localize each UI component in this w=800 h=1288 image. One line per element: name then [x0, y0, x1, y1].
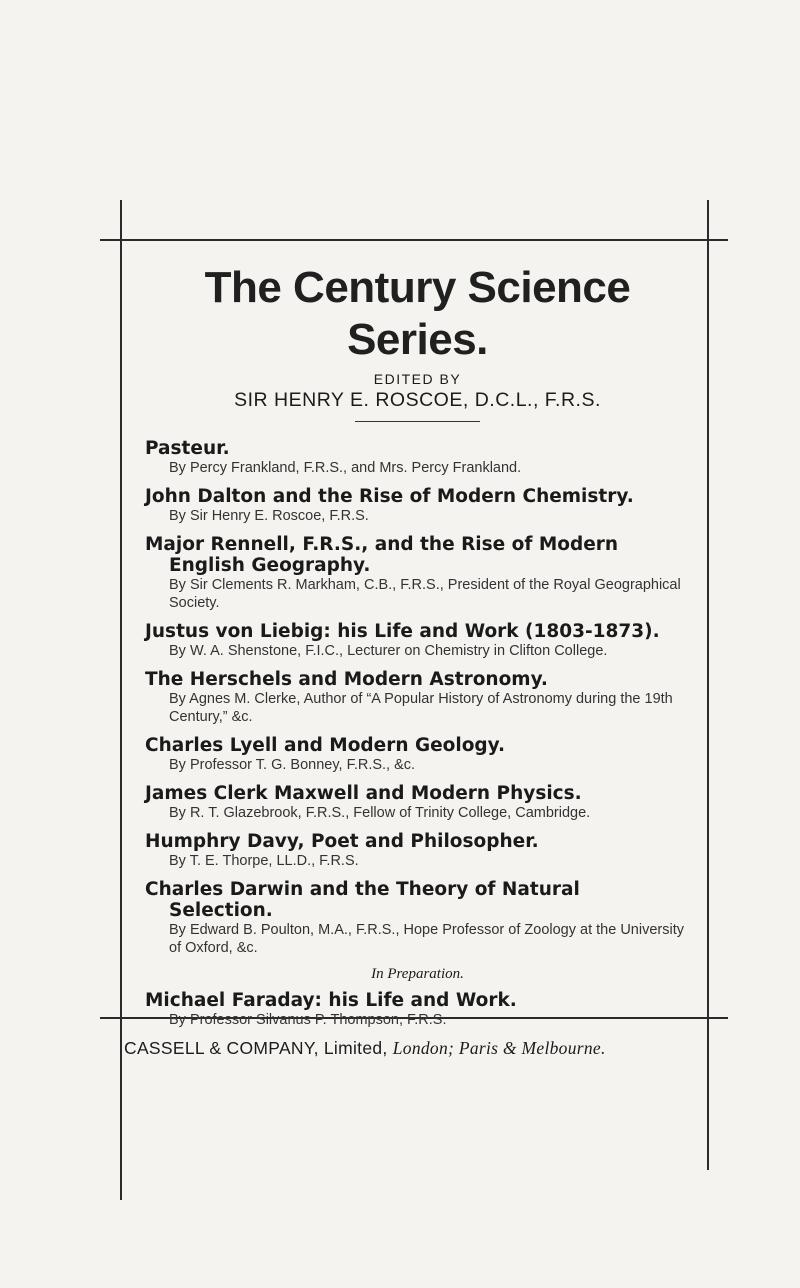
book-author: By Professor Silvanus P. Thompson, F.R.S.	[169, 1012, 447, 1028]
book-list	[145, 438, 690, 957]
divider	[355, 421, 480, 422]
book-author: By Agnes M. Clerke, Author of “A Popular History of Astronomy during the 19th Century,” &c.	[169, 691, 673, 725]
book-title: The Herschels and Modern Astronomy.	[145, 669, 548, 690]
book-author: By T. E. Thorpe, LL.D., F.R.S.	[169, 853, 359, 869]
book-entry	[145, 735, 690, 774]
book-entry	[145, 486, 690, 525]
frame-top-rule	[100, 239, 728, 241]
book-author: By Sir Clements R. Markham, C.B., F.R.S., President of the Royal Geographical Society.	[169, 577, 681, 611]
book-entry	[145, 879, 690, 957]
book-title: Humphry Davy, Poet and Philosopher.	[145, 831, 539, 852]
book-author: By Professor T. G. Bonney, F.R.S., &c.	[169, 757, 416, 773]
publisher-locations: London; Paris & Melbourne.	[392, 1038, 606, 1058]
book-title: James Clerk Maxwell and Modern Physics.	[145, 783, 582, 804]
book-title: Pasteur.	[145, 438, 230, 459]
series-page	[124, 262, 690, 1059]
book-author: By W. A. Shenstone, F.I.C., Lecturer on Chemistry in Clifton College.	[169, 643, 608, 659]
book-title: John Dalton and the Rise of Modern Chemistry.	[145, 486, 634, 507]
book-entry	[145, 438, 690, 477]
book-author: By Percy Frankland, F.R.S., and Mrs. Percy Frankland.	[169, 460, 522, 476]
book-author: By Edward B. Poulton, M.A., F.R.S., Hope Professor of Zoology at the University of Oxford, &c.	[169, 922, 684, 956]
book-title: Charles Darwin and the Theory of Natural Selection.	[145, 879, 580, 921]
series-editor: SIR HENRY E. ROSCOE, D.C.L., F.R.S.	[234, 389, 601, 411]
book-entry	[145, 831, 690, 870]
publisher-imprint	[124, 1038, 690, 1059]
edited-by-label: EDITED BY	[373, 371, 462, 387]
book-author: By Sir Henry E. Roscoe, F.R.S.	[169, 508, 369, 524]
book-title: Justus von Liebig: his Life and Work (1803-1873).	[145, 621, 660, 642]
book-entry	[145, 621, 690, 660]
book-author: By R. T. Glazebrook, F.R.S., Fellow of Trinity College, Cambridge.	[169, 805, 591, 821]
book-entry	[145, 534, 690, 612]
book-title: Michael Faraday: his Life and Work.	[145, 990, 517, 1011]
book-title: Charles Lyell and Modern Geology.	[145, 735, 506, 756]
frame-left-rule	[120, 200, 122, 1200]
publisher-name: CASSELL & COMPANY, Limited,	[124, 1038, 388, 1058]
book-title: Major Rennell, F.R.S., and the Rise of Modern English Geography.	[145, 534, 619, 576]
book-entry	[145, 990, 690, 1029]
frame-right-rule	[707, 200, 709, 1170]
book-entry	[145, 669, 690, 726]
series-title: The Century Science Series.	[204, 263, 631, 364]
in-preparation-label: In Preparation.	[371, 966, 464, 982]
book-entry	[145, 783, 690, 822]
